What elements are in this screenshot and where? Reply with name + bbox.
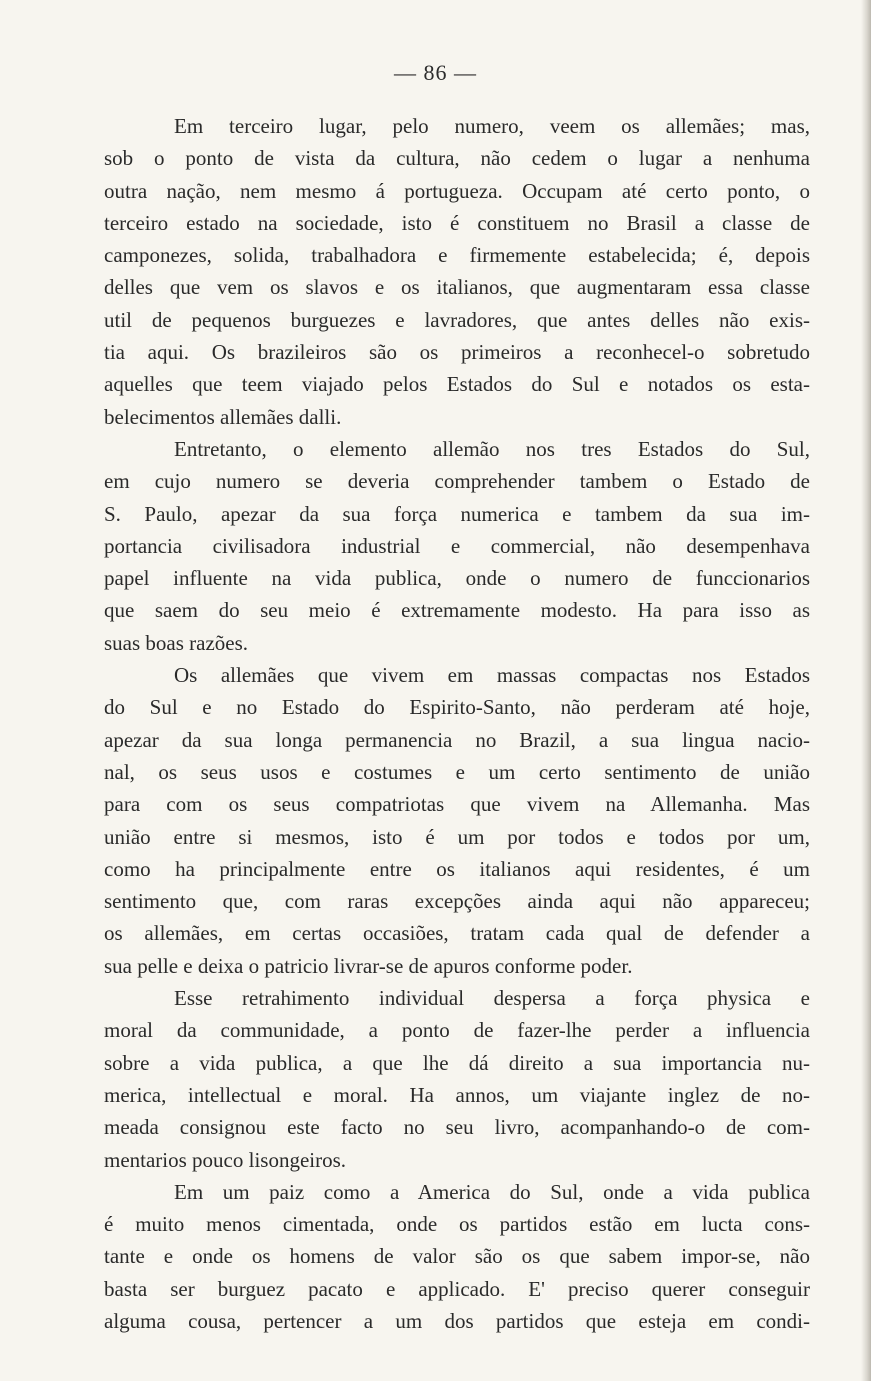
text-line: do Sul e no Estado do Espirito-Santo, não perderam até hoje, (104, 695, 810, 720)
text-line: Em um paiz como a America do Sul, onde a vida publica (174, 1179, 810, 1204)
paragraph (104, 1176, 810, 1337)
body-text (104, 110, 810, 1337)
text-line: papel influente na vida publica, onde o numero de funccionarios (104, 566, 810, 591)
paragraph (104, 433, 810, 659)
text-line: sentimento que, com raras excepções ainda aqui não appareceu; (104, 889, 810, 914)
text-line: terceiro estado na sociedade, isto é constituem no Brasil a classe de (104, 210, 810, 235)
text-line: basta ser burguez pacato e applicado. E' preciso querer conseguir (104, 1276, 810, 1301)
text-line: como ha principalmente entre os italianos aqui residentes, é um (104, 856, 810, 881)
text-line: sob o ponto de vista da cultura, não cedem o lugar a nenhuma (104, 146, 810, 171)
page-edge-shadow (861, 0, 871, 1381)
text-line: para com os seus compatriotas que vivem na Allemanha. Mas (104, 792, 810, 817)
text-line: Os allemães que vivem em massas compactas nos Estados (174, 663, 810, 688)
text-line: sua pelle e deixa o patricio livrar-se de apuros conforme poder. (104, 953, 633, 978)
text-line: meada consignou este facto no seu livro, acompanhando-o de com- (104, 1115, 810, 1140)
text-line: união entre si mesmos, isto é um por todos e todos por um, (104, 824, 810, 849)
text-line: tia aqui. Os brazileiros são os primeiros a reconhecel-o sobretudo (104, 340, 810, 365)
text-line: que saem do seu meio é extremamente modesto. Ha para isso as (104, 598, 810, 623)
text-line: tante e onde os homens de valor são os que sabem impor-se, não (104, 1244, 810, 1269)
text-line: aquelles que teem viajado pelos Estados do Sul e notados os esta- (104, 372, 810, 397)
text-line: os allemães, em certas occasiões, tratam cada qual de defender a (104, 921, 810, 946)
paragraph (104, 659, 810, 982)
paragraph (104, 110, 810, 433)
text-line: outra nação, nem mesmo á portugueza. Occupam até certo ponto, o (104, 178, 810, 203)
text-line: Entretanto, o elemento allemão nos tres Estados do Sul, (174, 436, 810, 461)
text-line: belecimentos allemães dalli. (104, 404, 342, 429)
text-line: mentarios pouco lisongeiros. (104, 1147, 347, 1172)
text-line: alguma cousa, pertencer a um dos partidos que esteja em condi- (104, 1308, 810, 1333)
text-line: util de pequenos burguezes e lavradores, que antes delles não exis- (104, 307, 810, 332)
text-line: nal, os seus usos e costumes e um certo sentimento de união (104, 759, 810, 784)
text-line: Em terceiro lugar, pelo numero, veem os allemães; mas, (174, 114, 810, 138)
text-line: suas boas razões. (104, 630, 249, 655)
text-line: em cujo numero se deveria comprehender tambem o Estado de (104, 469, 810, 494)
page-number: — 86 — (394, 60, 477, 85)
text-line: portancia civilisadora industrial e commercial, não desempenhava (104, 533, 810, 558)
text-line: Esse retrahimento individual despersa a força physica e (174, 986, 810, 1011)
text-line: camponezes, solida, trabalhadora e firmemente estabelecida; é, depois (104, 243, 810, 268)
text-line: apezar da sua longa permanencia no Brazil, a sua lingua nacio- (104, 727, 810, 752)
text-line: S. Paulo, apezar da sua força numerica e tambem da sua im- (104, 501, 810, 526)
paragraph (104, 982, 810, 1176)
text-line: sobre a vida publica, a que lhe dá direito a sua importancia nu- (104, 1050, 810, 1075)
text-line: merica, intellectual e moral. Ha annos, um viajante inglez de no- (104, 1082, 810, 1107)
text-line: é muito menos cimentada, onde os partidos estão em lucta cons- (104, 1212, 810, 1237)
text-line: moral da communidade, a ponto de fazer-lhe perder a influencia (104, 1018, 810, 1043)
text-line: delles que vem os slavos e os italianos, que augmentaram essa classe (104, 275, 810, 300)
